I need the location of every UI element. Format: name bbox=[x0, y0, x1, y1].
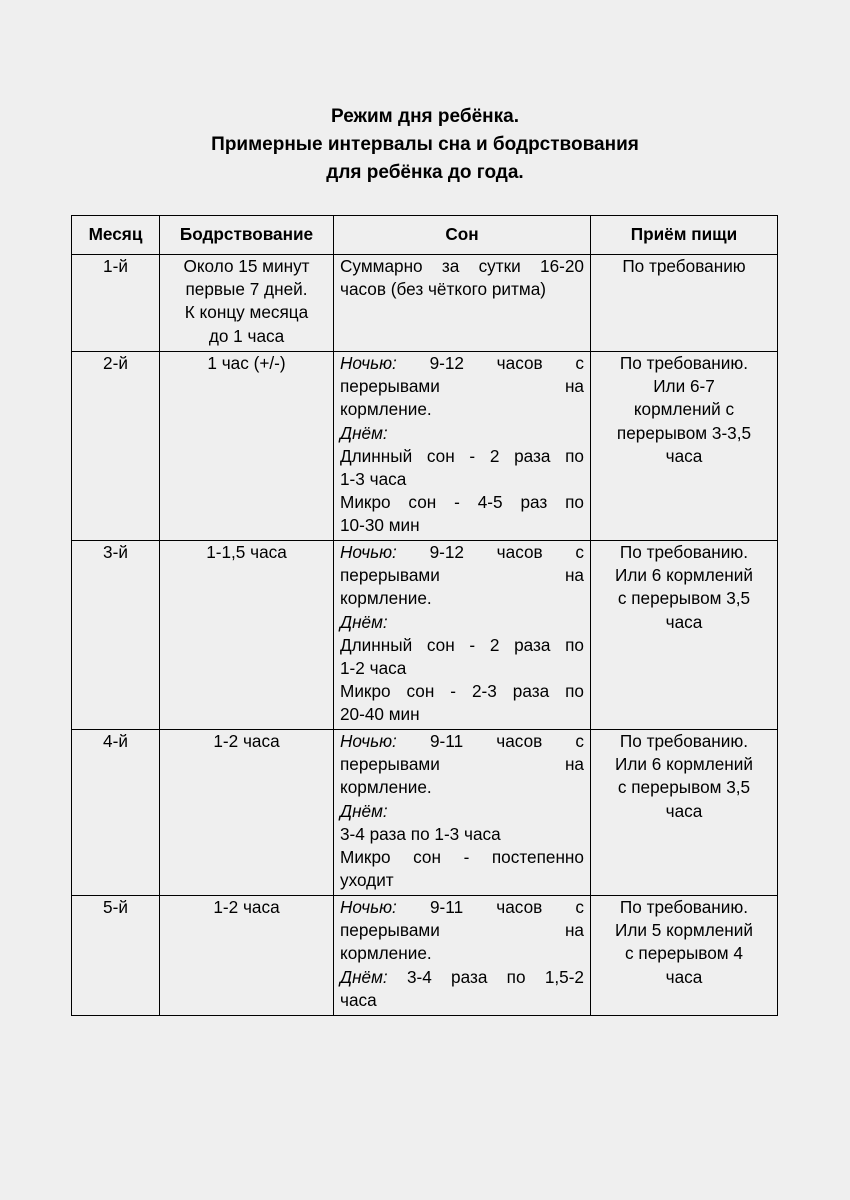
day-label: Днём: bbox=[340, 611, 388, 632]
table-row bbox=[72, 730, 778, 896]
food-line: По требованию. bbox=[619, 731, 749, 751]
schedule-table bbox=[71, 215, 778, 1016]
sleep-line: кормление. bbox=[340, 777, 432, 798]
title-line-1: Режим дня ребёнка. bbox=[331, 106, 519, 127]
cell-food bbox=[591, 255, 778, 352]
cell-month: 1-й bbox=[72, 255, 160, 352]
food-line: часа bbox=[665, 445, 703, 466]
night-label: Ночью: bbox=[340, 353, 397, 373]
cell-sleep bbox=[334, 541, 591, 730]
wake-line: до 1 часа bbox=[208, 325, 285, 346]
cell-sleep bbox=[334, 896, 591, 1016]
cell-wake bbox=[160, 352, 334, 541]
food-line: часа bbox=[665, 611, 703, 632]
night-line bbox=[340, 896, 584, 919]
sleep-line: перерывами на bbox=[340, 754, 584, 775]
sleep-line: Длинный сон - 2 раза по bbox=[340, 634, 584, 655]
food-line: Или 6 кормлений bbox=[614, 754, 754, 775]
food-line: часа bbox=[665, 966, 703, 987]
cell-sleep bbox=[334, 352, 591, 541]
food-line: По требованию. bbox=[619, 542, 749, 562]
food-line: кормлений с bbox=[633, 399, 735, 420]
night-label: Ночью: bbox=[340, 542, 397, 562]
cell-month: 3-й bbox=[72, 541, 160, 730]
header-food: Приём пищи bbox=[591, 216, 778, 255]
sleep-line: Микро сон - постепенно bbox=[340, 847, 584, 868]
night-label: Ночью: bbox=[340, 731, 397, 751]
sleep-line: часа bbox=[340, 989, 377, 1010]
sleep-line: кормление. bbox=[340, 399, 432, 420]
table-row bbox=[72, 352, 778, 541]
cell-month: 4-й bbox=[72, 730, 160, 896]
header-wake: Бодрствование bbox=[160, 216, 334, 255]
cell-food bbox=[591, 896, 778, 1016]
sleep-line: 3-4 раза по 1-3 часа bbox=[340, 823, 501, 844]
table-row bbox=[72, 896, 778, 1016]
page-title bbox=[0, 103, 850, 187]
day-label: Днём: bbox=[340, 966, 388, 987]
cell-month: 2-й bbox=[72, 352, 160, 541]
night-text: 9-12 часов с bbox=[429, 542, 584, 562]
title-line-2: Примерные интервалы сна и бодрствования bbox=[211, 134, 639, 155]
night-text: 9-12 часов с bbox=[429, 353, 584, 373]
food-line: с перерывом 3,5 bbox=[617, 588, 751, 609]
sleep-line: перерывами на bbox=[340, 376, 584, 397]
header-month: Месяц bbox=[72, 216, 160, 255]
sleep-line: 20-40 мин bbox=[340, 704, 420, 725]
night-line bbox=[340, 352, 584, 375]
sleep-line: 1-2 часа bbox=[340, 658, 407, 679]
sleep-line: кормление. bbox=[340, 943, 432, 964]
day-label: Днём: bbox=[340, 422, 388, 443]
sleep-line: Микро сон - 2-3 раза по bbox=[340, 681, 584, 702]
food-line: перерывом 3-3,5 bbox=[616, 422, 752, 443]
sleep-line: Микро сон - 4-5 раз по bbox=[340, 492, 584, 513]
night-line bbox=[340, 730, 584, 753]
wake-line: первые 7 дней. bbox=[185, 279, 308, 300]
wake-line: 1-2 часа bbox=[213, 897, 280, 917]
day-text: 3-4 раза по 1,5-2 bbox=[406, 966, 584, 987]
food-line: Или 6-7 bbox=[653, 376, 715, 397]
sleep-line: Длинный сон - 2 раза по bbox=[340, 445, 584, 466]
food-line: часа bbox=[665, 800, 703, 821]
night-text: 9-11 часов с bbox=[430, 897, 584, 917]
wake-line: 1-1,5 часа bbox=[206, 542, 287, 562]
header-sleep: Сон bbox=[334, 216, 591, 255]
sleep-line: перерывами на bbox=[340, 920, 584, 941]
food-line: По требованию. bbox=[619, 897, 749, 917]
wake-line: 1-2 часа bbox=[213, 731, 280, 751]
food-line: Или 5 кормлений bbox=[614, 920, 754, 941]
sleep-line: 10-30 мин bbox=[340, 515, 420, 536]
day-line bbox=[340, 966, 584, 989]
cell-food bbox=[591, 352, 778, 541]
title-line-3: для ребёнка до года. bbox=[326, 162, 524, 183]
night-line bbox=[340, 541, 584, 564]
cell-month: 5-й bbox=[72, 896, 160, 1016]
wake-line: 1 час (+/-) bbox=[207, 353, 286, 373]
day-label: Днём: bbox=[340, 800, 388, 821]
food-line: Или 6 кормлений bbox=[614, 565, 754, 586]
cell-sleep bbox=[334, 255, 591, 352]
cell-wake bbox=[160, 255, 334, 352]
cell-wake bbox=[160, 730, 334, 896]
table-header-row bbox=[72, 216, 778, 255]
night-label: Ночью: bbox=[340, 897, 397, 917]
cell-sleep bbox=[334, 730, 591, 896]
sleep-line: перерывами на bbox=[340, 565, 584, 586]
cell-wake bbox=[160, 541, 334, 730]
table-row bbox=[72, 541, 778, 730]
sleep-line: Суммарно за сутки 16-20 bbox=[340, 256, 584, 276]
food-line: По требованию bbox=[622, 256, 746, 276]
food-line: с перерывом 3,5 bbox=[617, 777, 751, 798]
cell-food bbox=[591, 730, 778, 896]
sleep-line: часов (без чёткого ритма) bbox=[340, 279, 546, 300]
night-text: 9-11 часов с bbox=[430, 731, 584, 751]
food-line: По требованию. bbox=[619, 353, 749, 373]
sleep-line: кормление. bbox=[340, 588, 432, 609]
sleep-line: уходит bbox=[340, 870, 394, 891]
cell-wake bbox=[160, 896, 334, 1016]
cell-food bbox=[591, 541, 778, 730]
wake-line: К концу месяца bbox=[184, 302, 309, 323]
wake-line: Около 15 минут bbox=[183, 256, 310, 276]
table-row bbox=[72, 255, 778, 352]
sleep-line: 1-3 часа bbox=[340, 469, 407, 490]
food-line: с перерывом 4 bbox=[625, 943, 743, 964]
